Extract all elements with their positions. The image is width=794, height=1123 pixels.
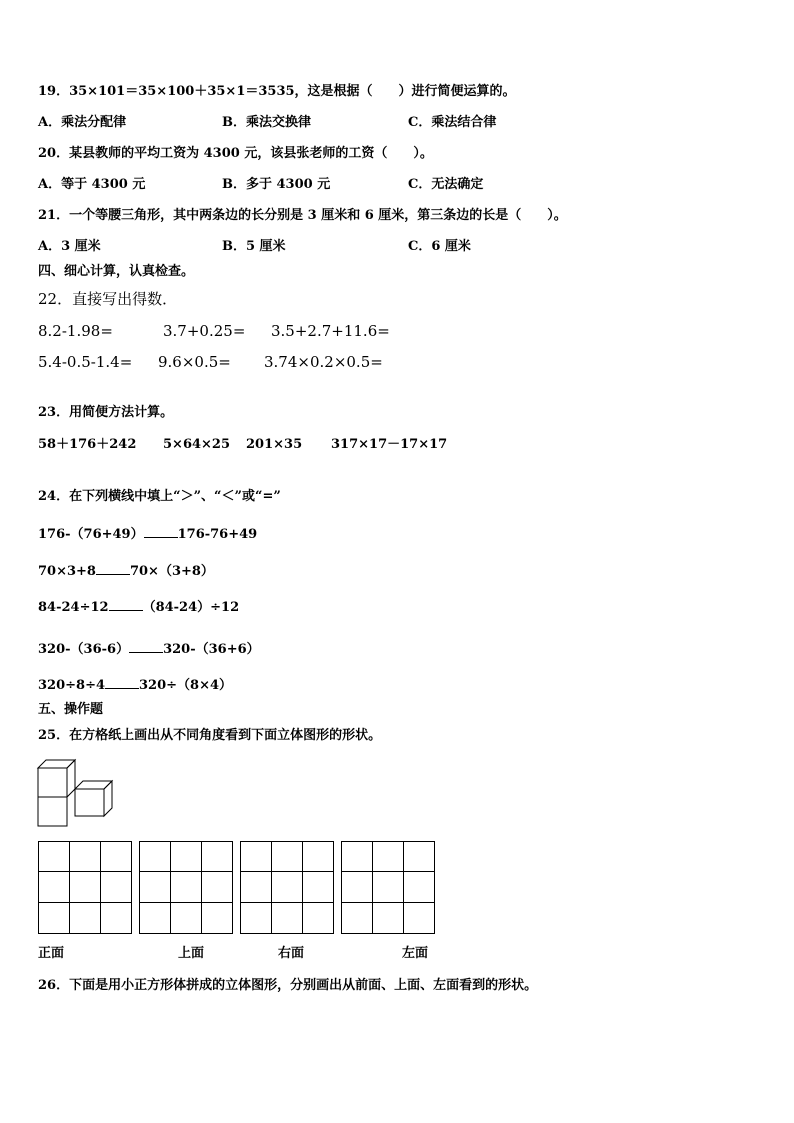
q24-item-5-blank[interactable]	[105, 676, 139, 689]
q24-item-5-right: 320÷（8×4）	[139, 678, 233, 693]
q19-option-a: A．乘法分配律	[38, 115, 127, 130]
q24-item-4-blank[interactable]	[129, 640, 163, 653]
grid-front[interactable]	[38, 841, 132, 934]
q21-option-a: A．3 厘米	[38, 239, 101, 254]
section-5-heading: 五、操作题	[38, 702, 104, 717]
q22-expr-5: 9.6×0.5=	[158, 353, 231, 371]
q26-stem: 26．下面是用小正方形体拼成的立体图形，分别画出从前面、上面、左面看到的形状。	[38, 978, 538, 993]
q20-option-a: A．等于 4300 元	[38, 177, 146, 192]
q22-expr-4: 5.4-0.5-1.4=	[38, 353, 133, 371]
q24-item-3-blank[interactable]	[109, 598, 143, 611]
q24-item-4	[38, 640, 260, 658]
q23-stem: 23．用简便方法计算。	[38, 405, 174, 420]
q23-expr-2: 5×64×25	[163, 437, 231, 452]
q24-item-4-right: 320-（36+6）	[163, 642, 260, 657]
q24-item-1-left: 176-（76+49）	[38, 527, 144, 542]
q24-stem: 24．在下列横线中填上“＞”、“＜”或“=”	[38, 489, 281, 504]
cube-figure	[36, 758, 116, 828]
q24-item-1-blank[interactable]	[144, 525, 178, 538]
q21-option-c: C．6 厘米	[408, 239, 471, 254]
grid-right[interactable]	[240, 841, 334, 934]
grid-label-left: 左面	[402, 946, 429, 961]
grid-top[interactable]	[139, 841, 233, 934]
q24-item-2-blank[interactable]	[96, 562, 130, 575]
q23-expr-4: 317×17－17×17	[331, 437, 448, 452]
q22-expr-6: 3.74×0.2×0.5=	[264, 353, 383, 371]
q21-stem: 21．一个等腰三角形，其中两条边的长分别是 3 厘米和 6 厘米，第三条边的长是（ ）。	[38, 208, 567, 223]
q22-expr-1: 8.2-1.98=	[38, 322, 113, 340]
grid-label-right: 右面	[278, 946, 305, 961]
q24-item-2	[38, 562, 214, 580]
q21-option-b: B．5 厘米	[222, 239, 286, 254]
grid-left[interactable]	[341, 841, 435, 934]
q24-item-1-right: 176-76+49	[177, 527, 258, 542]
q24-item-4-left: 320-（36-6）	[38, 642, 130, 657]
q23-expr-1: 58＋176＋242	[38, 437, 137, 452]
q24-item-2-left: 70×3+8	[38, 564, 96, 579]
grid-label-front: 正面	[38, 946, 65, 961]
q24-item-5-left: 320÷8÷4	[38, 678, 106, 693]
section-4-heading: 四、细心计算，认真检查。	[38, 264, 195, 279]
q23-expr-3: 201×35	[246, 437, 303, 452]
q20-option-b: B．多于 4300 元	[222, 177, 331, 192]
q20-option-c: C．无法确定	[408, 177, 484, 192]
q20-stem: 20．某县教师的平均工资为 4300 元，该县张老师的工资（ ）。	[38, 146, 433, 161]
q22-expr-3: 3.5+2.7+11.6=	[271, 322, 390, 340]
q19-stem: 19．35×101＝35×100＋35×1＝3535，这是根据（ ）进行简便运算的。	[38, 84, 516, 99]
q24-item-3-right: （84-24）÷12	[142, 600, 240, 615]
q22-expr-2: 3.7+0.25=	[163, 322, 246, 340]
q22-stem: 22．直接写出得数．	[38, 290, 178, 308]
q24-item-2-right: 70×（3+8）	[129, 564, 214, 579]
q25-stem: 25．在方格纸上画出从不同角度看到下面立体图形的形状。	[38, 728, 382, 743]
q19-option-b: B．乘法交换律	[222, 115, 311, 130]
q24-item-3-left: 84-24÷12	[38, 600, 109, 615]
q19-option-c: C．乘法结合律	[408, 115, 497, 130]
grid-label-top: 上面	[178, 946, 205, 961]
q24-item-1	[38, 525, 257, 543]
q24-item-3	[38, 598, 239, 616]
q24-item-5	[38, 676, 232, 694]
